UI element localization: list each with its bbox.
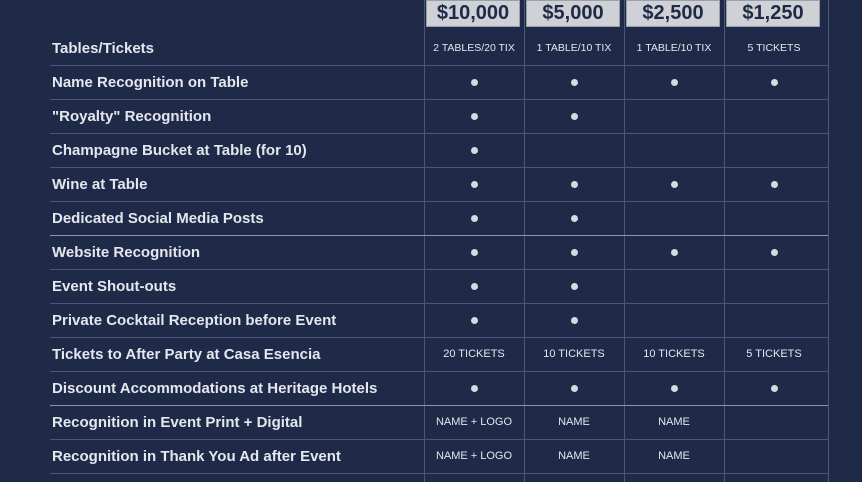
benefit-value-cell: NAME + LOGO	[435, 416, 513, 428]
row-label: Private Cocktail Reception before Event	[52, 311, 337, 329]
table-row	[0, 439, 862, 473]
benefit-included-cell	[624, 167, 724, 201]
benefit-value-cell: 20 TICKETS	[443, 348, 505, 360]
benefit-included-cell	[524, 235, 624, 269]
benefit-included-cell	[524, 269, 624, 303]
bullet-icon	[671, 385, 678, 392]
bullet-icon	[471, 317, 478, 324]
bullet-icon	[671, 249, 678, 256]
benefit-included-cell	[624, 235, 724, 269]
bullet-icon	[471, 113, 478, 120]
row-label: Event Shout-outs	[52, 277, 177, 295]
bullet-icon	[571, 317, 578, 324]
benefit-included-cell	[724, 371, 824, 405]
benefit-included-cell	[524, 65, 624, 99]
table-row	[0, 167, 862, 201]
bullet-icon	[471, 181, 478, 188]
benefit-included-cell	[424, 65, 524, 99]
row-label: "Royalty" Recognition	[52, 107, 212, 125]
benefit-included-cell	[424, 167, 524, 201]
table-row	[0, 99, 862, 133]
row-label: Champagne Bucket at Table (for 10)	[52, 141, 307, 159]
benefit-value-cell	[724, 439, 824, 473]
table-row	[0, 65, 862, 99]
benefit-value-cell	[624, 99, 724, 133]
bullet-icon	[471, 249, 478, 256]
benefit-value-cell	[624, 133, 724, 167]
row-label: Recognition in Event Print + Digital	[52, 413, 303, 431]
tier-1250: $1,250	[726, 0, 820, 27]
benefit-value-cell: 1 TABLE/10 TIX	[636, 42, 712, 54]
benefit-included-cell	[424, 133, 524, 167]
benefit-value-cell	[624, 303, 724, 337]
benefit-value-cell: 2 TABLES/20 TIX	[433, 42, 515, 54]
benefit-value-cell: NAME + LOGO	[435, 450, 513, 462]
benefit-included-cell	[724, 65, 824, 99]
benefit-included-cell	[424, 201, 524, 235]
row-label: Tables/Tickets	[52, 39, 154, 57]
bullet-icon	[571, 79, 578, 86]
benefit-included-cell	[424, 303, 524, 337]
benefit-included-cell	[724, 235, 824, 269]
bullet-icon	[471, 147, 478, 154]
tier-header	[424, 0, 828, 30]
benefit-value-cell: NAME	[658, 450, 690, 462]
tier-5000: $5,000	[526, 0, 620, 27]
row-label: Wine at Table	[52, 175, 148, 193]
table-row	[0, 269, 862, 303]
table-row	[0, 405, 862, 439]
bullet-icon	[671, 181, 678, 188]
table-row	[0, 235, 862, 269]
table-row	[0, 337, 862, 371]
row-label: Tickets to After Party at Casa Esencia	[52, 345, 321, 363]
bullet-icon	[471, 385, 478, 392]
benefit-value-cell	[724, 269, 824, 303]
benefit-included-cell	[524, 371, 624, 405]
row-label: Dedicated Social Media Posts	[52, 209, 264, 227]
benefit-value-cell	[724, 303, 824, 337]
row-label: Name Recognition on Table	[52, 73, 249, 91]
bullet-icon	[571, 215, 578, 222]
bullet-icon	[571, 283, 578, 290]
bullet-icon	[571, 181, 578, 188]
row-label: Discount Accommodations at Heritage Hotels	[52, 379, 378, 397]
tier-2500: $2,500	[626, 0, 720, 27]
bullet-icon	[571, 249, 578, 256]
benefit-value-cell	[724, 405, 824, 439]
row-divider	[50, 473, 828, 474]
benefit-included-cell	[424, 99, 524, 133]
benefit-included-cell	[524, 167, 624, 201]
benefit-value-cell: 5 TICKETS	[746, 348, 802, 360]
benefit-value-cell: 5 TICKETS	[747, 42, 801, 54]
benefit-value-cell: 10 TICKETS	[643, 348, 705, 360]
bullet-icon	[471, 283, 478, 290]
bullet-icon	[471, 215, 478, 222]
bullet-icon	[571, 113, 578, 120]
tier-10000: $10,000	[426, 0, 520, 27]
row-label: Recognition in Thank You Ad after Event	[52, 447, 341, 465]
benefit-included-cell	[624, 65, 724, 99]
benefit-value-cell	[724, 133, 824, 167]
bullet-icon	[471, 79, 478, 86]
benefit-value-cell	[624, 201, 724, 235]
benefit-value-cell: 1 TABLE/10 TIX	[536, 42, 612, 54]
row-label: Website Recognition	[52, 243, 201, 261]
benefit-value-cell: NAME	[658, 416, 690, 428]
bullet-icon	[771, 79, 778, 86]
bullet-icon	[671, 79, 678, 86]
benefit-included-cell	[524, 303, 624, 337]
benefit-value-cell	[724, 99, 824, 133]
table-row	[0, 371, 862, 405]
benefit-value-cell: NAME	[558, 450, 590, 462]
benefit-included-cell	[724, 167, 824, 201]
benefit-included-cell	[424, 269, 524, 303]
table-row	[0, 133, 862, 167]
table-row	[0, 31, 862, 65]
benefit-included-cell	[524, 201, 624, 235]
benefit-value-cell: NAME	[558, 416, 590, 428]
benefit-value-cell	[524, 133, 624, 167]
benefit-included-cell	[524, 99, 624, 133]
table-row	[0, 201, 862, 235]
bullet-icon	[771, 181, 778, 188]
bullet-icon	[771, 385, 778, 392]
benefit-included-cell	[424, 371, 524, 405]
benefit-value-cell: 10 TICKETS	[543, 348, 605, 360]
benefit-value-cell	[724, 201, 824, 235]
bullet-icon	[571, 385, 578, 392]
benefit-included-cell	[424, 235, 524, 269]
benefit-value-cell	[624, 269, 724, 303]
table-row	[0, 303, 862, 337]
bullet-icon	[771, 249, 778, 256]
benefit-included-cell	[624, 371, 724, 405]
